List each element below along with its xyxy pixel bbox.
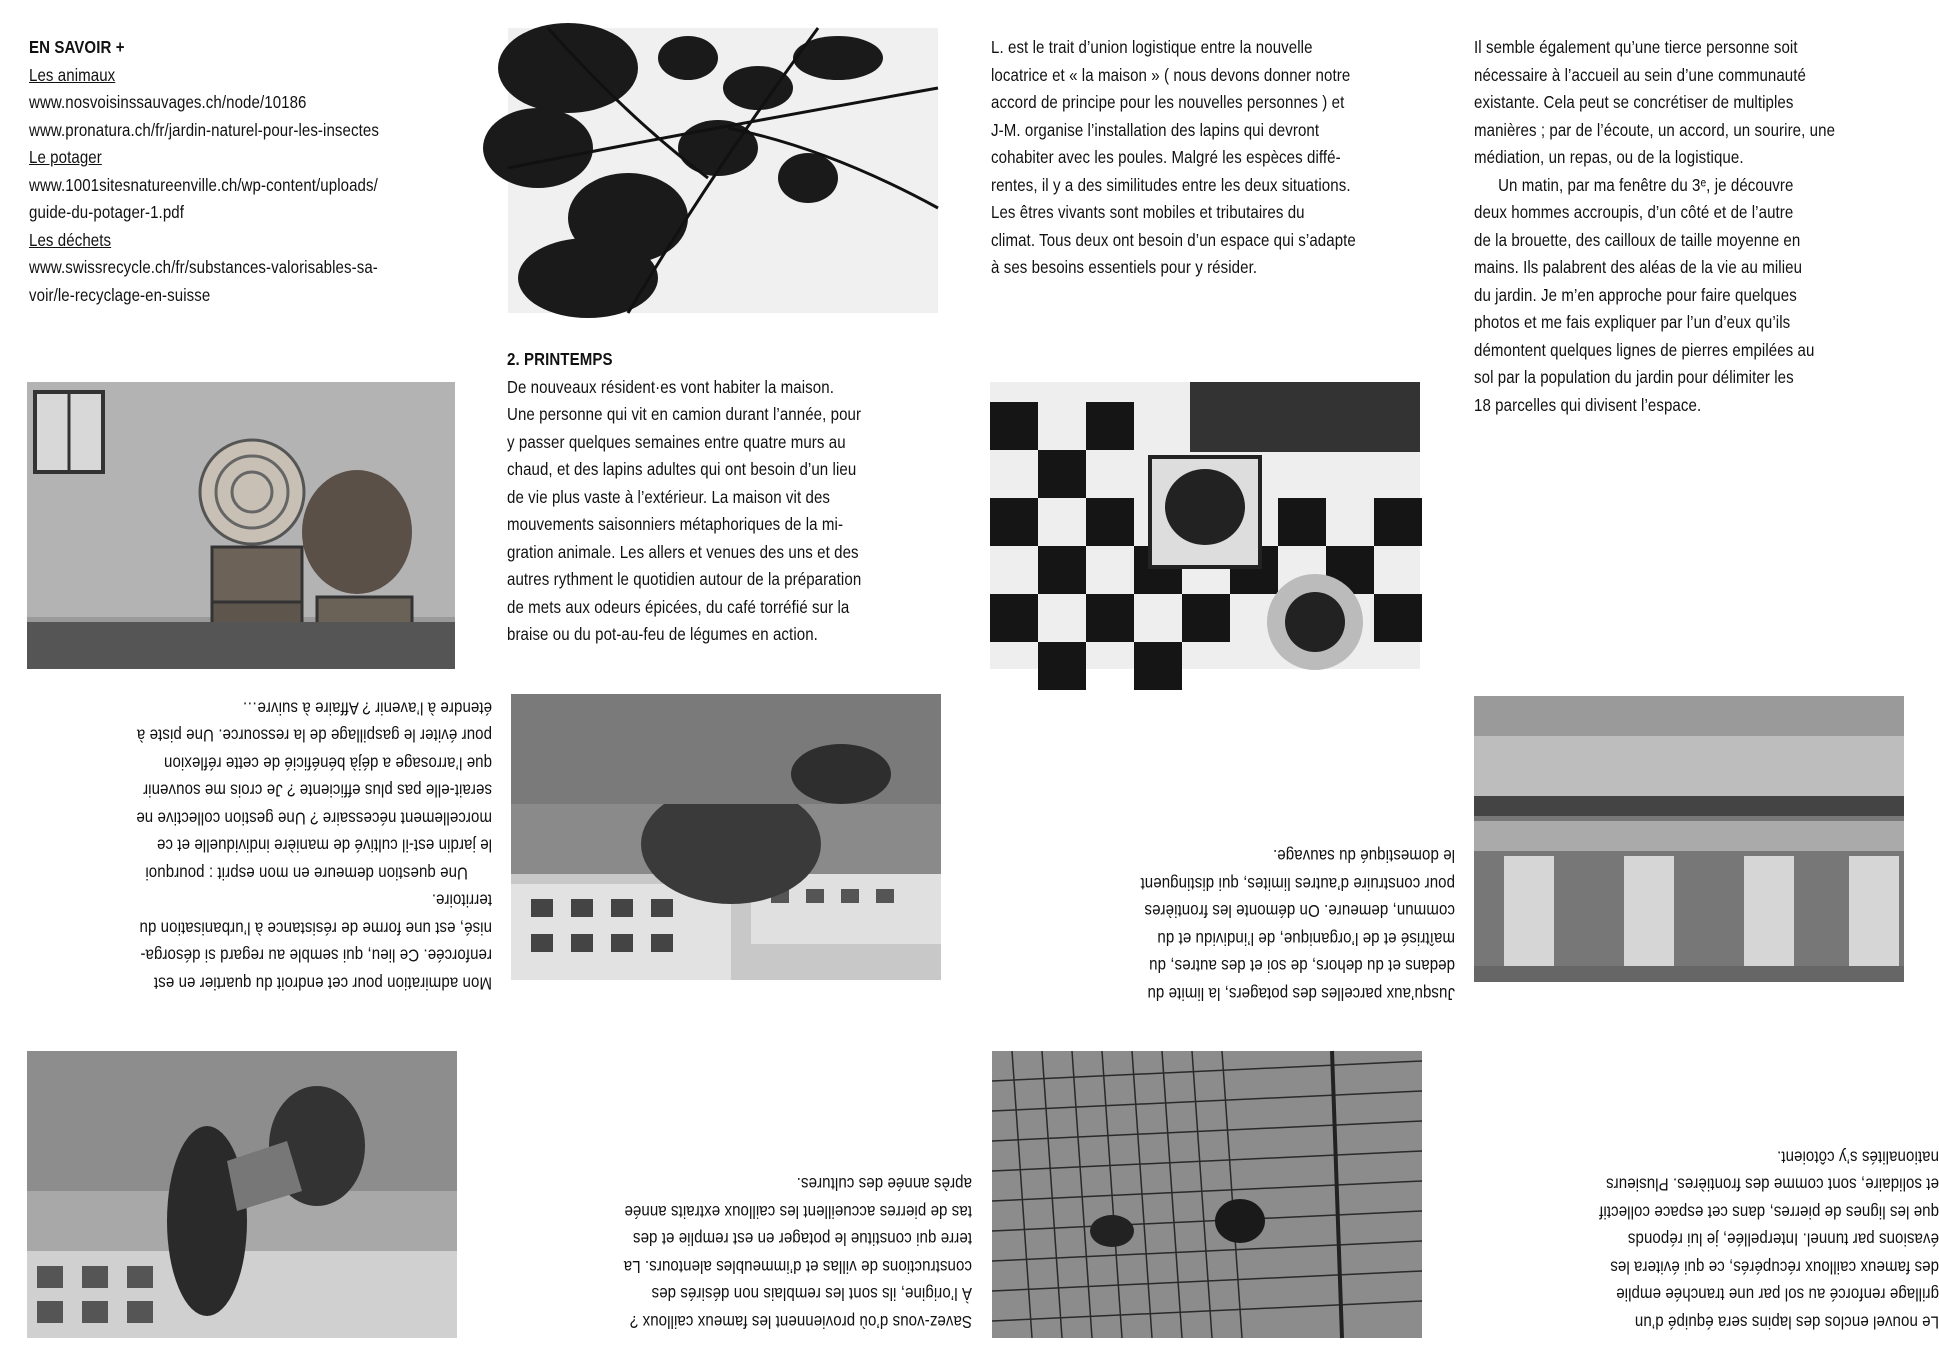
text-line: territoire. bbox=[431, 891, 492, 911]
text-line: 18 parcelles qui divisent l’espace. bbox=[1474, 394, 1702, 415]
text-line: Une question demeure en mon esprit : pourquoi bbox=[145, 863, 468, 884]
link-line[interactable]: voir/le-recyclage-en-suisse bbox=[29, 284, 211, 305]
text-line: deux hommes accroupis, d’un côté et de l’autre bbox=[1474, 202, 1794, 222]
photo-stone-wall bbox=[1474, 696, 1904, 982]
text-line: commun, demeure. On démonte les frontières bbox=[1144, 901, 1455, 922]
text-line: autres rythment le quotidien autour de la préparation bbox=[507, 569, 862, 589]
text-line: accord de principe pour les nouvelles personnes ) et bbox=[991, 92, 1345, 112]
text-line: existante. Cela peut se concrétiser de multiples bbox=[1474, 92, 1794, 112]
text-line: morcellement nécessaire ? Une gestion collective ne bbox=[136, 808, 492, 829]
text-line: locatrice et « la maison » ( nous devons donner notre bbox=[991, 64, 1351, 85]
logistics-paragraph bbox=[991, 34, 1421, 282]
text-line: tas de pierres accueillent les cailloux extraits année bbox=[624, 1202, 972, 1222]
text-line: de la brouette, des cailloux de taille moyenne en bbox=[1474, 229, 1801, 250]
text-line: maîtrisé et de l’organique, de l’individu et du bbox=[1157, 929, 1455, 949]
text-line: Une personne qui vit en camion durant l’année, pour bbox=[507, 404, 862, 424]
link-line[interactable]: www.1001sitesnatureenville.ch/wp-content/uploads/ bbox=[29, 174, 378, 195]
text-line: évasions par tunnel. Interpellée, je lui réponds bbox=[1627, 1230, 1939, 1250]
text-line: grillage renforcé au sol par une tranchée emplie bbox=[1616, 1285, 1939, 1305]
third-person-paragraph bbox=[1474, 34, 1904, 419]
link-line[interactable]: guide-du-potager-1.pdf bbox=[29, 202, 185, 222]
text-line: étendre à l’avenir ? Affaire à suivre… bbox=[242, 698, 492, 719]
section-title-animals[interactable]: Les animaux bbox=[29, 64, 116, 85]
text-line: à ses besoins essentiels pour y résider. bbox=[991, 257, 1258, 277]
rabbit-enclosure-paragraph-rotated bbox=[1509, 1143, 1939, 1336]
text-line: braise ou du pot-au-feu de légumes en action. bbox=[507, 624, 818, 644]
text-line: serait-elle pas plus efficiente ? Je crois me souvenir bbox=[142, 781, 493, 801]
text-line: De nouveaux résident·es vont habiter la maison. bbox=[507, 376, 834, 397]
text-line: Un matin, par ma fenêtre du 3ᵉ, je découvre bbox=[1498, 174, 1794, 195]
text-line: pour construire d’autres limites, qui distinguent bbox=[1140, 874, 1455, 894]
text-line: mouvements saisonniers métaphoriques de la mi- bbox=[507, 514, 844, 534]
admiration-paragraph-rotated bbox=[62, 694, 492, 997]
text-line: de mets aux odeurs épicées, du café torréfié sur la bbox=[507, 596, 850, 617]
further-reading-block bbox=[29, 34, 459, 309]
text-line: J-M. organise l’installation des lapins qui devront bbox=[991, 119, 1320, 140]
photo-wire-net bbox=[992, 1051, 1422, 1338]
text-line: À l’origine, ils sont les remblais non désirés des bbox=[651, 1284, 972, 1305]
text-line: mains. Ils palabrent des aléas de la vie au milieu bbox=[1474, 257, 1803, 277]
text-line: nationalités s’y côtoient. bbox=[1776, 1147, 1939, 1168]
photo-wall-crates bbox=[27, 382, 455, 669]
photo-garden-buildings bbox=[511, 694, 941, 980]
photo-fig-branches bbox=[508, 28, 938, 313]
link-line[interactable]: www.pronatura.ch/fr/jardin-naturel-pour-les-insectes bbox=[29, 119, 379, 140]
text-line: que l’arrosage a déjà bénéficié de cette réflexion bbox=[163, 753, 492, 774]
text-line: et solidaire, sont comme des frontières. Plusieurs bbox=[1605, 1175, 1939, 1195]
text-line: rentes, il y a des similitudes entre les deux situations. bbox=[991, 174, 1351, 195]
chapter-heading: 2. PRINTEMPS bbox=[507, 349, 613, 369]
text-line: Jusqu’aux parcelles des potagers, la limite du bbox=[1147, 984, 1455, 1004]
text-line: Mon admiration pour cet endroit du quartier en est bbox=[153, 973, 493, 994]
text-line: manières ; par de l’écoute, un accord, un sourire, une bbox=[1474, 119, 1836, 140]
text-line: constructions de villas et d’immeubles alentours. La bbox=[623, 1257, 972, 1277]
text-line: nécessaire à l’accueil au sein d’une communauté bbox=[1474, 64, 1807, 85]
link-line[interactable]: www.swissrecycle.ch/fr/substances-valorisables-sa- bbox=[29, 257, 378, 277]
text-line: démontent quelques lignes de pierres empilées au bbox=[1474, 339, 1815, 360]
link-line[interactable]: www.nosvoisinssauvages.ch/node/10186 bbox=[29, 92, 307, 112]
text-line: sol par la population du jardin pour délimiter les bbox=[1474, 367, 1794, 387]
text-line: après année des cultures. bbox=[796, 1174, 972, 1195]
text-line: terre qui constitue le potager en est remplie et des bbox=[632, 1229, 972, 1250]
photo-checkered-floor bbox=[990, 382, 1420, 669]
text-line: nisé, est une forme de résistance à l’urbanisation du bbox=[139, 918, 492, 939]
text-line: photos et me fais expliquer par l’un d’eux qu’ils bbox=[1474, 312, 1791, 332]
limits-paragraph-rotated bbox=[1025, 842, 1455, 1007]
text-line: L. est le trait d’union logistique entre la nouvelle bbox=[991, 37, 1313, 57]
text-line: du jardin. Je m’en approche pour faire quelques bbox=[1474, 284, 1797, 305]
text-line: Les êtres vivants sont mobiles et tributaires du bbox=[991, 202, 1305, 222]
spring-chapter bbox=[507, 346, 937, 649]
section-title-garden[interactable]: Le potager bbox=[29, 147, 102, 167]
text-line: chaud, et des lapins adultes qui ont besoin d’un lieu bbox=[507, 459, 857, 479]
text-line: pour éviter le gaspillage de la ressource. Une piste à bbox=[136, 726, 492, 746]
stones-origin-paragraph-rotated bbox=[542, 1170, 972, 1335]
text-line: des fameux cailloux récupérés, ce qui évitera les bbox=[1610, 1257, 1939, 1278]
text-line: gration animale. Les allers et venues des uns et des bbox=[507, 541, 859, 562]
further-reading-heading: EN SAVOIR + bbox=[29, 37, 125, 57]
text-line: Le nouvel enclos des lapins sera équipé d’un bbox=[1634, 1312, 1939, 1333]
text-line: Il semble également qu’une tierce personne soit bbox=[1474, 37, 1798, 57]
text-line: cohabiter avec les poules. Malgré les espèces diffé- bbox=[991, 147, 1341, 167]
text-line: y passer quelques semaines entre quatre murs au bbox=[507, 431, 846, 452]
section-title-waste[interactable]: Les déchets bbox=[29, 229, 112, 250]
text-line: que les lignes de pierres, dans cet espace collectif bbox=[1599, 1202, 1939, 1223]
text-line: renforcée. Ce lieu, qui semble au regard si désorga- bbox=[140, 946, 492, 966]
text-line: climat. Tous deux ont besoin d’un espace qui s’adapte bbox=[991, 229, 1356, 250]
text-line: le domestiqué du sauvage. bbox=[1272, 846, 1455, 867]
text-line: Savez-vous d’où proviennent les fameux cailloux ? bbox=[629, 1312, 972, 1332]
photo-people-wheelbarrow bbox=[27, 1051, 457, 1338]
text-line: médiation, un repas, ou de la logistique. bbox=[1474, 147, 1744, 167]
text-line: dedans et du dehors, de soi et des autres, du bbox=[1149, 956, 1455, 977]
text-line: de vie plus vaste à l’extérieur. La maison vit des bbox=[507, 486, 831, 507]
text-line: le jardin est-il cultivé de manière individuelle et ce bbox=[156, 836, 493, 856]
